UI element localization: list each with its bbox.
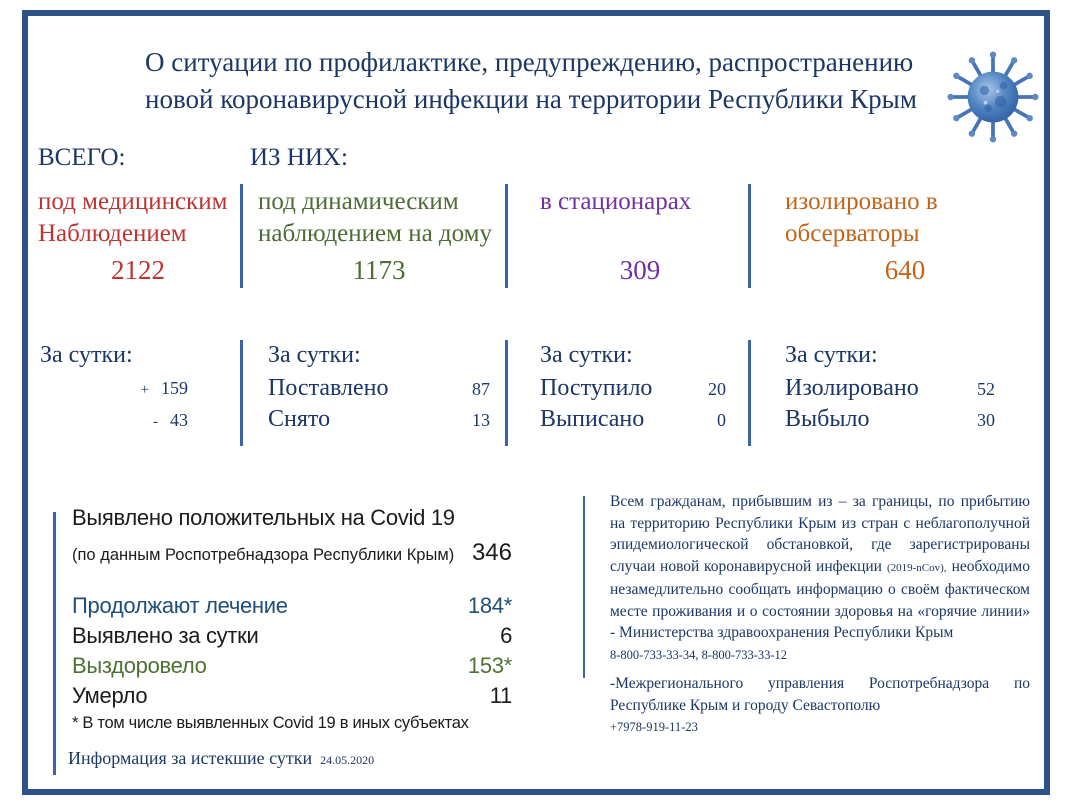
covid-row-value: 153* <box>467 653 512 678</box>
daily-label: Поступило <box>540 375 653 401</box>
daily-label: Выбыло <box>785 406 870 432</box>
daily-title: За сутки: <box>540 342 633 368</box>
daily-value: 52 <box>977 379 995 399</box>
covid-total-value: 346 <box>471 539 512 566</box>
notice-virus-code: (2019-nCov), <box>886 561 947 574</box>
covid-source-note: (по данным Роспотребнадзора Республики Крым) <box>72 546 455 564</box>
daily-value: 159 <box>161 378 188 398</box>
page-title <box>145 44 945 118</box>
covid-row-in-treatment <box>72 591 512 621</box>
stat-label: под медицинским Наблюдением <box>38 188 228 247</box>
daily-row <box>268 404 490 435</box>
covid-row-label: Выявлено за сутки <box>72 623 259 648</box>
stat-label: под динамическим наблюдением на дому <box>258 188 492 247</box>
daily-total-column <box>40 342 188 437</box>
daily-value: 87 <box>472 379 490 399</box>
stat-value: 640 <box>884 255 926 285</box>
daily-value: 20 <box>708 379 726 399</box>
stat-value: 309 <box>619 255 661 285</box>
daily-row <box>540 404 726 435</box>
daily-value: 43 <box>170 410 188 430</box>
daily-value: 30 <box>977 410 995 430</box>
daily-row <box>540 373 726 404</box>
notice-paragraph-1 <box>610 491 1030 644</box>
daily-row-minus <box>40 405 188 437</box>
ministry-hotline-numbers: 8-800-733-33-34, 8-800-733-33-12 <box>610 647 788 662</box>
covid-row-value: 184* <box>467 593 512 618</box>
covid-row-new-cases <box>72 621 512 651</box>
daily-label: Изолировано <box>785 375 919 401</box>
daily-label: Снято <box>268 406 331 432</box>
notice-text: Всем гражданам, прибывшим из – за границы, по прибытию на территорию Республики Крым из стран с неблагополучной эпидемиологической обстановкой, где зарегистрированы случаи новой коронавирусной инфекции <box>610 493 1030 575</box>
daily-home-column <box>268 342 490 435</box>
notice-accent-line <box>583 496 585 678</box>
daily-title: За сутки: <box>268 342 361 368</box>
rospotrebnadzor-hotline-number: +7978-919-11-23 <box>610 720 698 734</box>
daily-hospital-column <box>540 342 726 435</box>
covid-block-accent-line <box>53 512 56 775</box>
covid-row-label: Умерло <box>72 683 148 708</box>
coronavirus-icon <box>946 50 1040 144</box>
covid-row-value: 6 <box>500 623 512 648</box>
daily-value: 13 <box>472 410 490 430</box>
covid-row-label: Продолжают лечение <box>72 593 288 618</box>
daily-row-plus <box>40 373 188 405</box>
notice-paragraph-2: -Межрегионального управления Роспотребнадзора по Республике Крым и городу Севастополю <box>610 675 1030 714</box>
covid-row-value: 11 <box>489 683 512 708</box>
plus-sign: + <box>140 382 149 398</box>
info-period-line <box>68 748 374 769</box>
of-them-section-label: ИЗ НИХ: <box>250 144 348 171</box>
column-divider <box>748 340 751 446</box>
column-divider <box>748 184 751 288</box>
column-divider <box>240 184 243 288</box>
daily-label: Поставлено <box>268 375 389 401</box>
covid-row-recovered <box>72 651 512 681</box>
stat-value: 2122 <box>111 255 165 285</box>
minus-sign: - <box>153 414 158 430</box>
total-section-label: ВСЕГО: <box>38 144 126 171</box>
daily-row <box>268 373 490 404</box>
daily-observatory-column <box>785 342 995 435</box>
daily-row <box>785 373 995 404</box>
daily-title: За сутки: <box>785 342 878 368</box>
title-line-1: О ситуации по профилактике, предупреждению, распространению <box>145 47 914 77</box>
info-date: 24.05.2020 <box>320 753 375 767</box>
info-period-label: Информация за истекшие сутки <box>68 748 313 768</box>
hotline-notice-block <box>610 491 1030 739</box>
stat-observatories <box>785 186 1025 286</box>
covid-heading: Выявлено положительных на Covid 19 <box>72 505 455 530</box>
daily-title: За сутки: <box>40 342 133 368</box>
covid-total-row <box>72 539 512 567</box>
column-divider <box>505 184 508 288</box>
covid-summary-block <box>72 505 512 733</box>
covid-row-label: Выздоровело <box>72 653 207 678</box>
daily-value: 0 <box>717 410 726 430</box>
stat-home-observation <box>258 186 500 286</box>
covid-row-deaths <box>72 681 512 711</box>
daily-label: Выписано <box>540 406 645 432</box>
stat-label: изолировано в обсерваторы <box>785 188 938 247</box>
stat-label: в стационарах <box>540 188 692 215</box>
stat-hospitals <box>540 186 740 286</box>
column-divider <box>505 340 508 446</box>
covid-rows <box>72 591 512 711</box>
stat-medical-observation <box>38 186 238 286</box>
stat-value: 1173 <box>352 255 406 285</box>
covid-footnote: * В том числе выявленных Covid 19 в иных субъектах <box>72 714 469 732</box>
daily-row <box>785 404 995 435</box>
column-divider <box>240 340 243 446</box>
notice-text: необходимо незамедлительно сообщать информацию о своём фактическом месте проживания и о состоянии здоровья на «горячие линии» - Министерства здравоохранения Республики Крым <box>610 557 1030 641</box>
title-line-2: новой коронавирусной инфекции на территории Республики Крым <box>145 84 917 114</box>
